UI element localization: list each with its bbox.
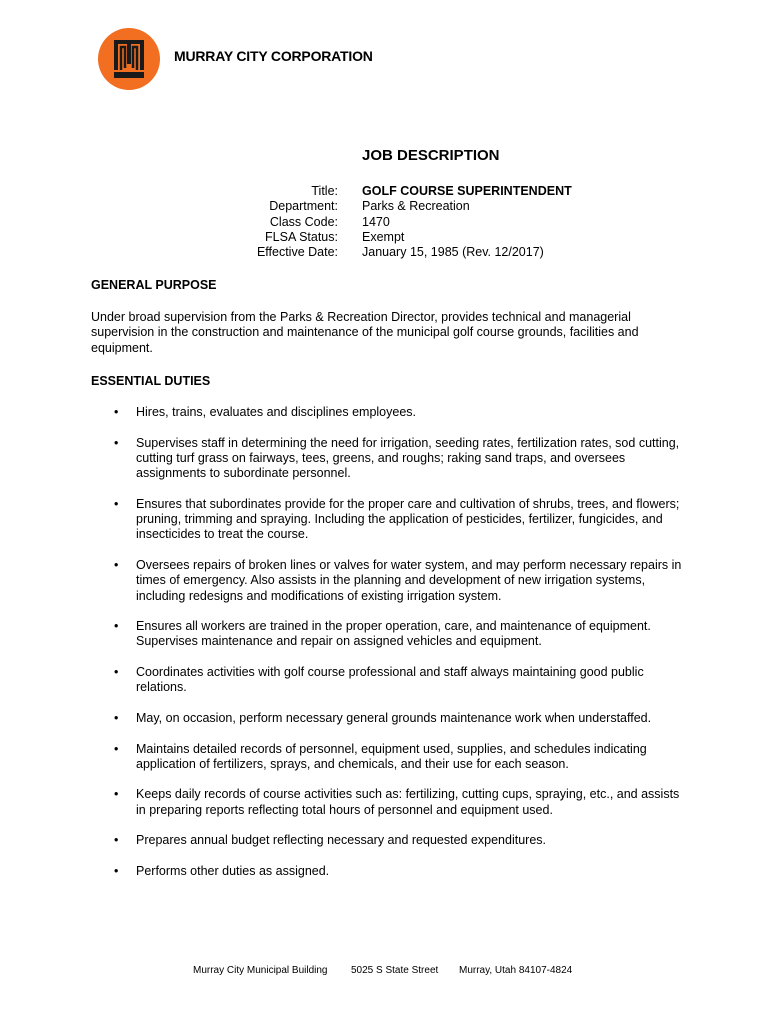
- bullet-icon: •: [114, 833, 119, 848]
- class-code-label: Class Code:: [269, 214, 338, 229]
- duty-text: Coordinates activities with golf course professional and staff always maintaining good public relations.: [136, 665, 644, 695]
- duty-text: Supervises staff in determining the need for irrigation, seeding rates, fertilization rates, sod cutting, cutting turf grass on fairways, tees, greens, and roughs; raking sand traps, and oversees assignments to subordinate personnel.: [136, 435, 680, 481]
- murray-city-logo-icon: [98, 28, 160, 90]
- footer-city: Murray, Utah 84107-4824: [459, 965, 573, 976]
- bullet-icon: •: [114, 619, 119, 634]
- essential-duties-list: [91, 405, 691, 895]
- effective-date-label: Effective Date:: [256, 245, 338, 260]
- bullet-icon: •: [114, 557, 119, 572]
- document-title: JOB DESCRIPTION: [362, 147, 500, 164]
- duty-text: Performs other duties as assigned.: [136, 863, 330, 878]
- bullet-icon: •: [114, 787, 119, 802]
- general-purpose-heading: GENERAL PURPOSE: [91, 278, 217, 292]
- duty-item: [91, 864, 691, 879]
- duty-text: Prepares annual budget reflecting necessary and requested expenditures.: [136, 833, 546, 848]
- department-value: Parks & Recreation: [362, 199, 470, 214]
- general-purpose-text: Under broad supervision from the Parks & Recreation Director, provides technical and managerial supervision in the construction and maintenance of the municipal golf course grounds, facilities and equipment.: [91, 310, 639, 355]
- duty-item: [91, 711, 691, 726]
- class-code-value: 1470: [362, 214, 390, 229]
- job-info-values: [362, 184, 572, 260]
- duty-text: Ensures all workers are trained in the proper operation, care, and maintenance of equipment. Supervises maintenance and repair on assigned vehicles and equipment.: [136, 619, 651, 649]
- effective-date-value: January 15, 1985 (Rev. 12/2017): [362, 245, 544, 260]
- duty-text: May, on occasion, perform necessary general grounds maintenance work when understaffed.: [136, 710, 652, 725]
- duty-item: [91, 497, 691, 543]
- bullet-icon: •: [114, 496, 119, 511]
- job-info-labels: [257, 184, 338, 260]
- title-label: Title:: [311, 184, 338, 198]
- essential-duties-heading: ESSENTIAL DUTIES: [91, 374, 211, 388]
- bullet-icon: •: [114, 405, 119, 419]
- title-value: GOLF COURSE SUPERINTENDENT: [362, 184, 572, 198]
- duty-item: [91, 742, 691, 773]
- flsa-status-value: Exempt: [362, 229, 405, 244]
- duty-item: [91, 436, 691, 482]
- duty-item: [91, 619, 691, 650]
- duty-text: Maintains detailed records of personnel, equipment used, supplies, and schedules indicating application of fertilizers, sprays, and chemicals, and their use for each season.: [136, 741, 647, 771]
- bullet-icon: •: [114, 435, 119, 450]
- duty-item: [91, 665, 691, 696]
- footer-street: 5025 S State Street: [351, 965, 439, 976]
- duty-text: Ensures that subordinates provide for the proper care and cultivation of shrubs, trees, and flowers; pruning, trimming and spraying. Including the application of pesticides, fertilizer, fungicides, and insecticides to treat the course.: [136, 496, 680, 542]
- department-label: Department:: [269, 199, 338, 214]
- bullet-icon: •: [114, 741, 119, 756]
- duty-text: Keeps daily records of course activities such as: fertilizing, cutting cups, spraying, etc., and assists in preparing reports reflecting total hours of personnel and equipment used.: [136, 787, 680, 817]
- flsa-status-label: FLSA Status:: [265, 229, 338, 244]
- organization-name: MURRAY CITY CORPORATION: [174, 48, 373, 64]
- duty-item: [91, 787, 691, 818]
- duty-text: Oversees repairs of broken lines or valves for water system, and may perform necessary repairs in times of emergency. Also assists in the planning and development of new irrigation systems, including redesigns and modifications of existing irrigation system.: [136, 557, 682, 603]
- duty-item: [91, 405, 691, 420]
- duty-text: Hires, trains, evaluates and disciplines employees.: [136, 405, 416, 419]
- duty-item: [91, 558, 691, 604]
- duty-item: [91, 833, 691, 848]
- footer-building: Murray City Municipal Building: [193, 965, 328, 976]
- bullet-icon: •: [114, 665, 119, 680]
- bullet-icon: •: [114, 710, 119, 725]
- bullet-icon: •: [114, 863, 119, 878]
